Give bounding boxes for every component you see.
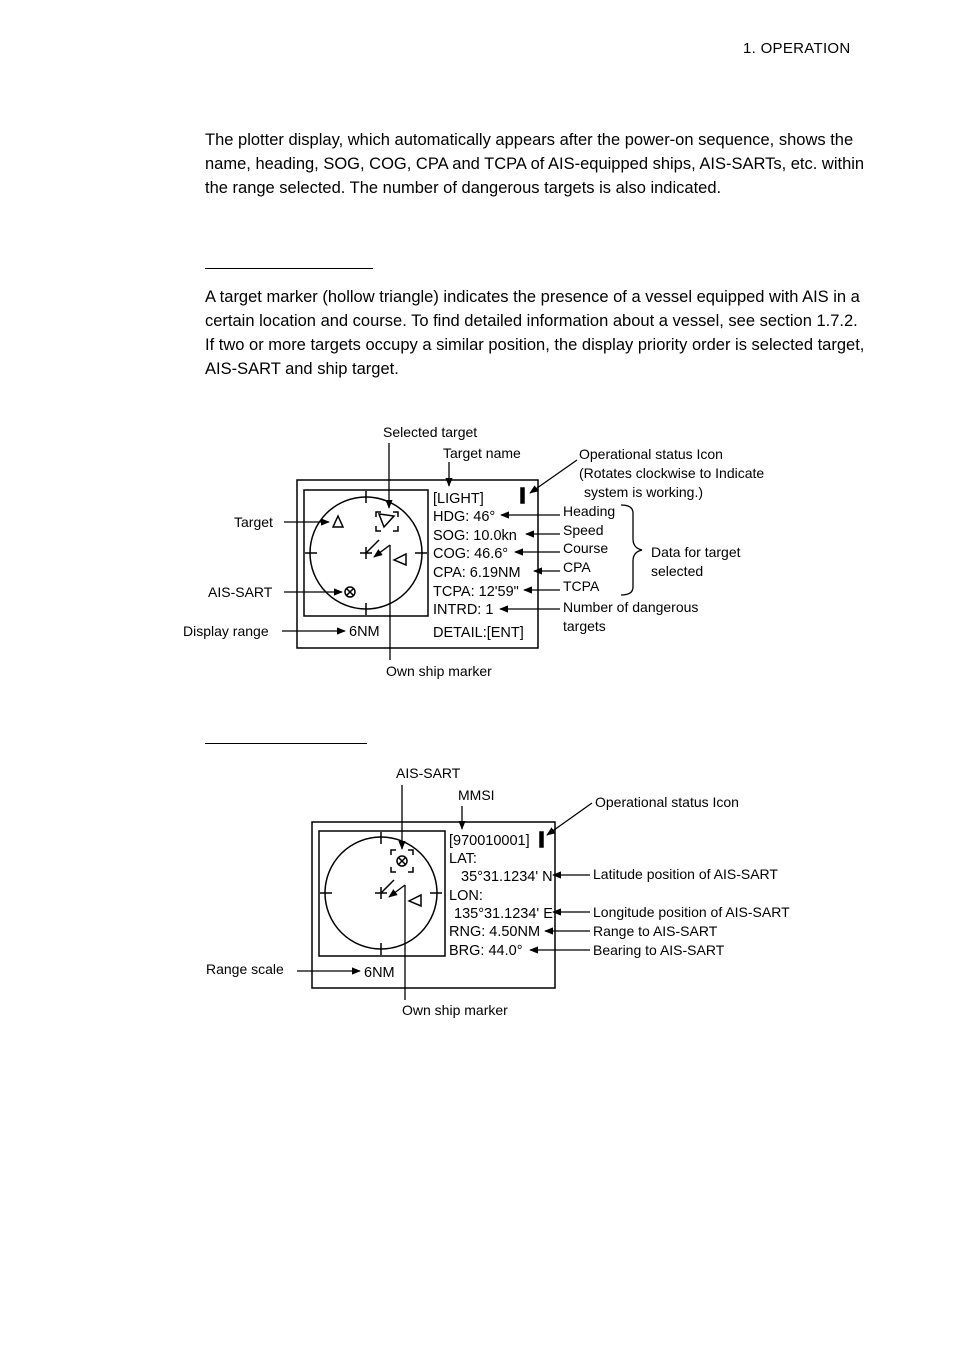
label-target: Target [234,514,273,530]
label-data-selected: selected [651,563,704,579]
label-op-status: Operational status Icon [579,446,723,462]
label-ais-sart: AIS-SART [208,584,273,600]
ais-sart-icon [345,587,355,597]
fig2-screen-text [364,833,553,981]
target-triangle-icon [409,895,421,906]
label-range-scale: Range scale [206,961,284,977]
label-op-status-note-2: system is working.) [584,484,704,500]
lat-value: 35°31.1234' N [461,869,553,885]
target-triangle-icon [333,516,343,527]
label-range: Range to AIS-SART [593,923,718,939]
course-value: COG: 46.6° [433,546,509,562]
label-speed: Speed [563,522,604,538]
label-own-ship: Own ship marker [402,1002,508,1018]
operational-status-icon [540,832,543,847]
intro-text: The plotter display, which automatically appears after the power-on sequence, shows the name, heading, SOG, COG, CPA and TCPA of AIS-equipped ships, AIS-SARTs, etc. within the range selected. The number of dangerous targets is also indicated. [205,131,865,197]
lon-value: 135°31.1234' E [454,906,553,922]
target-para-2: If two or more targets occupy a similar position, the display priority order is selected target, AIS-SART and ship target. [205,336,865,378]
label-tcpa: TCPA [563,578,600,594]
target-triangle-icon [394,554,406,565]
label-cpa: CPA [563,559,591,575]
range-value: RNG: 4.50NM [449,924,541,940]
label-ais-sart: AIS-SART [396,765,461,781]
display-range-value: 6NM [349,624,380,640]
target-name-value: [LIGHT] [433,491,484,507]
label-mmsi: MMSI [458,787,495,803]
cpa-value: CPA: 6.19NM [433,565,521,581]
operational-status-icon [521,488,524,503]
label-target-name: Target name [443,445,521,461]
heading-value: HDG: 46° [433,509,496,525]
label-op-status-note: (Rotates clockwise to Indicate [579,465,765,481]
label-dangerous-2: targets [563,618,606,634]
mmsi-value: [970010001] [449,833,530,849]
detail-prompt: DETAIL:[ENT] [433,625,524,641]
lon-label: LON: [449,888,483,904]
label-display-range: Display range [183,623,269,639]
fig1-screen-text [349,491,524,641]
display-frame [297,480,538,648]
range-scale-value: 6NM [364,965,395,981]
section-header: 1. OPERATION [743,40,851,57]
label-selected-target: Selected target [383,424,478,440]
label-bearing: Bearing to AIS-SART [593,942,725,958]
selected-ais-sart-icon [391,850,413,872]
figure-plotter-display [297,480,538,648]
label-data-target: Data for target [651,544,741,560]
label-latitude: Latitude position of AIS-SART [593,866,778,882]
label-longitude: Longitude position of AIS-SART [593,904,790,920]
lat-label: LAT: [449,851,477,867]
label-own-ship: Own ship marker [386,663,492,679]
label-heading: Heading [563,503,616,519]
label-course: Course [563,540,609,556]
tcpa-value: TCPA: 12'59" [433,584,519,600]
bearing-value: BRG: 44.0° [449,943,523,959]
label-dangerous: Number of dangerous [563,599,699,615]
speed-value: SOG: 10.0kn [433,528,517,544]
label-op-status: Operational status Icon [595,794,739,810]
intrd-value: INTRD: 1 [433,602,494,618]
target-para-1: A target marker (hollow triangle) indicates the presence of a vessel equipped with AIS in a certain location and course. To find detailed information about a vessel, see section 1.7.2. [205,288,860,330]
data-brace [621,505,642,595]
fig2-labels [206,765,790,1018]
selected-target-icon [376,512,398,531]
